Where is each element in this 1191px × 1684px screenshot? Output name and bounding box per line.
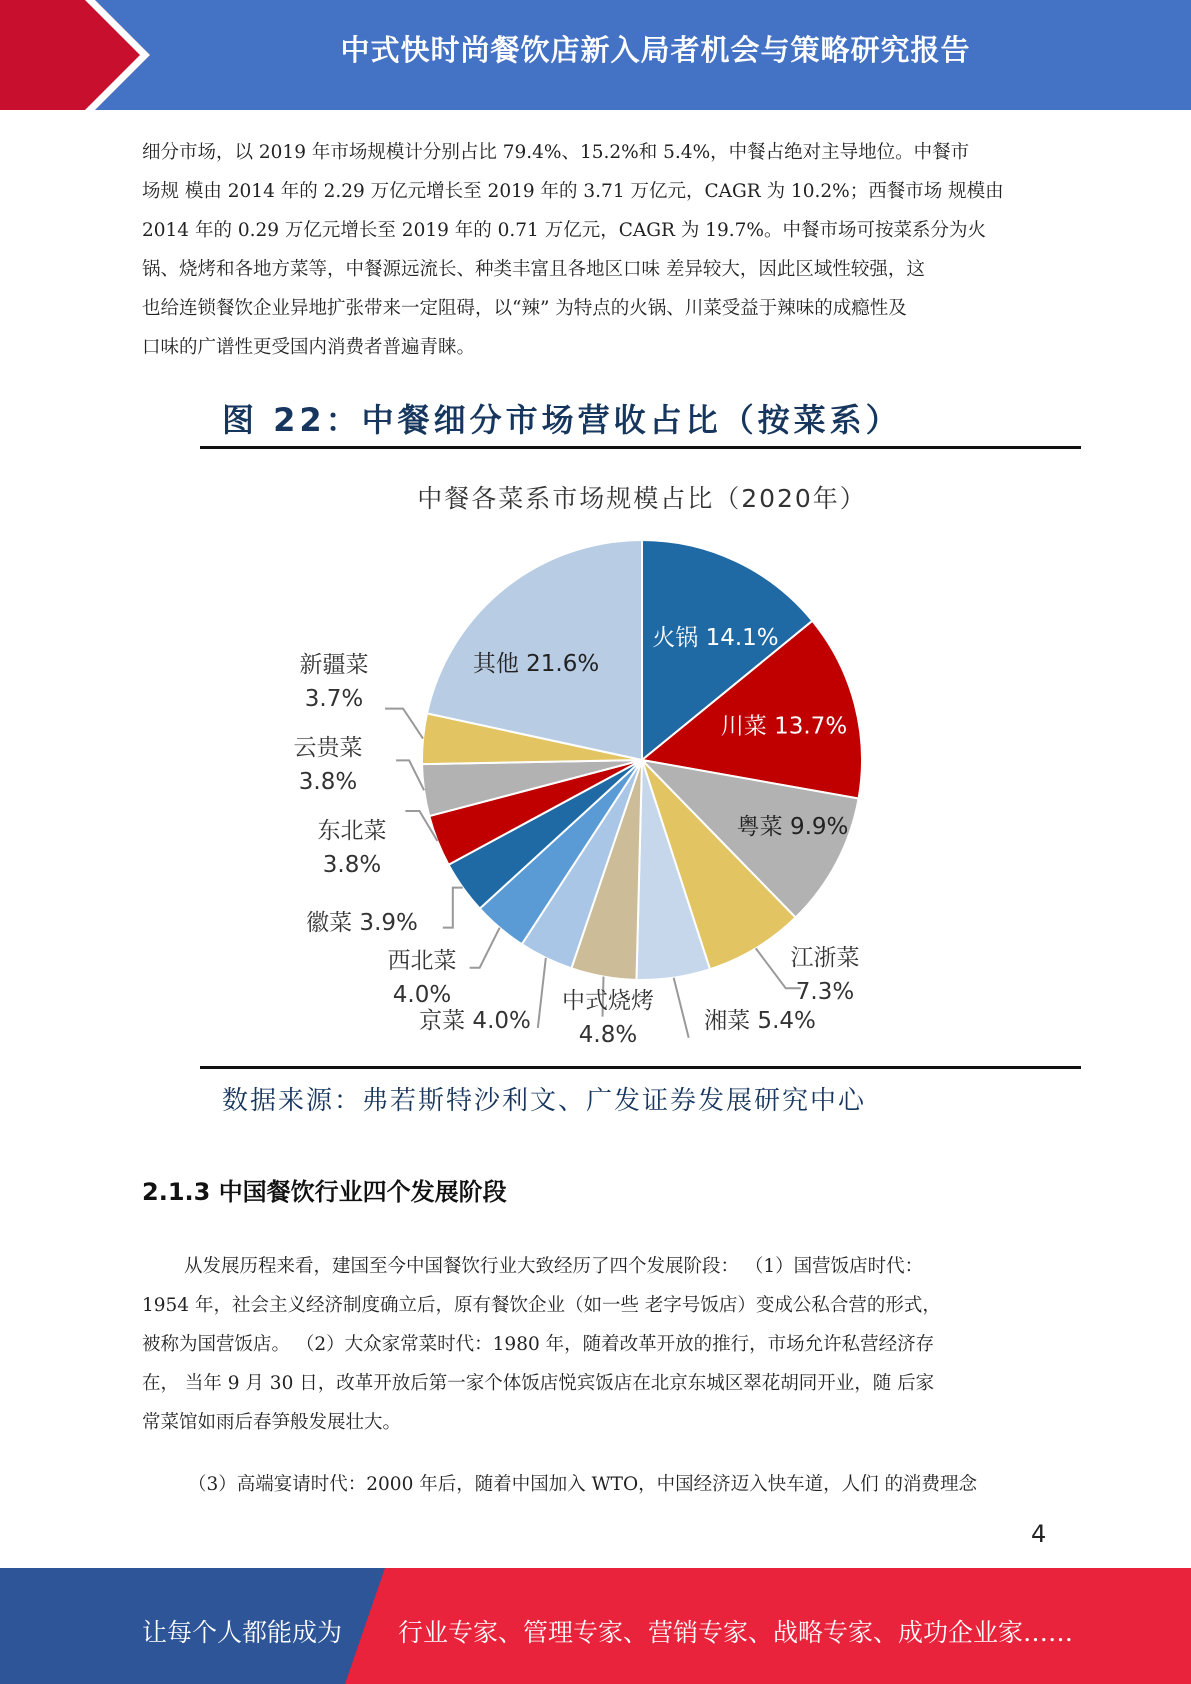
paragraph-line: 常菜馆如雨后春笋般发展壮大。 [142, 1412, 402, 1433]
slice-label-10: 云贵菜 3.8% [293, 735, 363, 795]
footer-slogan-left: 让每个人都能成为 [142, 1618, 343, 1647]
pie-chart [200, 460, 1081, 1060]
slice-label-12: 其他 21.6% [472, 650, 600, 677]
page-header [0, 0, 1191, 110]
paragraph-line: 也给连锁餐饮企业异地扩张带来一定阻碍，以“辣” 为特点的火锅、川菜受益于辣味的成瘾性及 [142, 298, 907, 319]
paragraph-line: 1954 年，社会主义经济制度确立后，原有餐饮企业（如一些 老字号饭店）变成公私合营的形式， [142, 1295, 941, 1316]
report-title: 中式快时尚餐饮店新入局者机会与策略研究报告 [340, 33, 971, 67]
page-footer [0, 1568, 1191, 1684]
leader-line-10 [396, 760, 424, 790]
slice-label-8: 徽菜 3.9% [306, 910, 418, 936]
footer-slogan-right: 行业专家、管理专家、营销专家、战略专家、成功企业家…… [398, 1618, 1074, 1647]
slice-label-3: 江浙菜 7.3% [790, 945, 860, 1005]
figure-bottom-rule [200, 1066, 1081, 1069]
header-arrow-decoration [0, 0, 160, 110]
leader-line-4 [674, 978, 689, 1038]
leader-line-8 [443, 888, 463, 928]
slice-label-7: 西北菜 4.0% [387, 948, 457, 1008]
slice-label-4: 湘菜 5.4% [704, 1008, 816, 1034]
page-number: 4 [1031, 1520, 1047, 1548]
paragraph-line: 锅、烧烤和各地方菜等，中餐源远流长、种类丰富且各地区口味 差异较大，因此区域性较强，这 [142, 259, 925, 280]
slice-label-6: 京菜 4.0% [419, 1008, 531, 1034]
paragraph-line: 场规 模由 2014 年的 2.29 万亿元增长至 2019 年的 3.71 万亿元，CAGR 为 10.2%；西餐市场 规模由 [142, 181, 1004, 202]
section-heading: 2.1.3 中国餐饮行业四个发展阶段 [142, 1178, 507, 1206]
chart-title: 中餐各菜系市场规模占比（2020年） [417, 484, 867, 513]
paragraph-line: 细分市场，以 2019 年市场规模计分别占比 79.4%、15.2%和 5.4%，中餐占绝对主导地位。中餐市 [142, 142, 970, 163]
figure-source: 数据来源：弗若斯特沙利文、广发证券发展研究中心 [222, 1086, 867, 1116]
slice-label-0: 火锅 14.1% [652, 624, 779, 651]
leader-line-11 [385, 709, 423, 739]
slice-label-11: 新疆菜 3.7% [299, 652, 369, 712]
slice-label-1: 川菜 13.7% [720, 713, 848, 740]
body-paragraph-3 [142, 1465, 1052, 1504]
body-paragraph-2 [142, 1247, 1052, 1442]
paragraph-line: 在， 当年 9 月 30 日，改革开放后第一家个体饭店悦宾饭店在北京东城区翠花胡同开业，随 后家 [142, 1373, 935, 1394]
body-paragraph-1 [142, 133, 1052, 367]
paragraph-line: 口味的广谱性更受国内消费者普遍青睐。 [142, 337, 476, 358]
slice-label-2: 粤菜 9.9% [736, 813, 849, 840]
slice-label-5: 中式烧烤 4.8% [562, 988, 654, 1048]
paragraph-line: 2014 年的 0.29 万亿元增长至 2019 年的 0.71 万亿元，CAGR 为 19.7%。中餐市场可按菜系分为火 [142, 220, 986, 241]
slice-label-9: 东北菜 3.8% [317, 818, 387, 878]
paragraph-line: 从发展历程来看，建国至今中国餐饮行业大致经历了四个发展阶段： （1）国营饭店时代： [184, 1256, 924, 1277]
pie-chart-svg [200, 460, 1081, 1060]
paragraph-line: （3）高端宴请时代：2000 年后，随着中国加入 WTO，中国经济迈入快车道，人们 的消费理念 [188, 1474, 978, 1495]
figure-title: 图 22：中餐细分市场营收占比（按菜系） [222, 401, 902, 439]
leader-line-6 [538, 958, 546, 1028]
leader-line-7 [470, 928, 500, 968]
paragraph-line: 被称为国营饭店。 （2）大众家常菜时代：1980 年，随着改革开放的推行，市场允许私营经济存 [142, 1334, 935, 1355]
figure-top-rule [200, 446, 1081, 449]
